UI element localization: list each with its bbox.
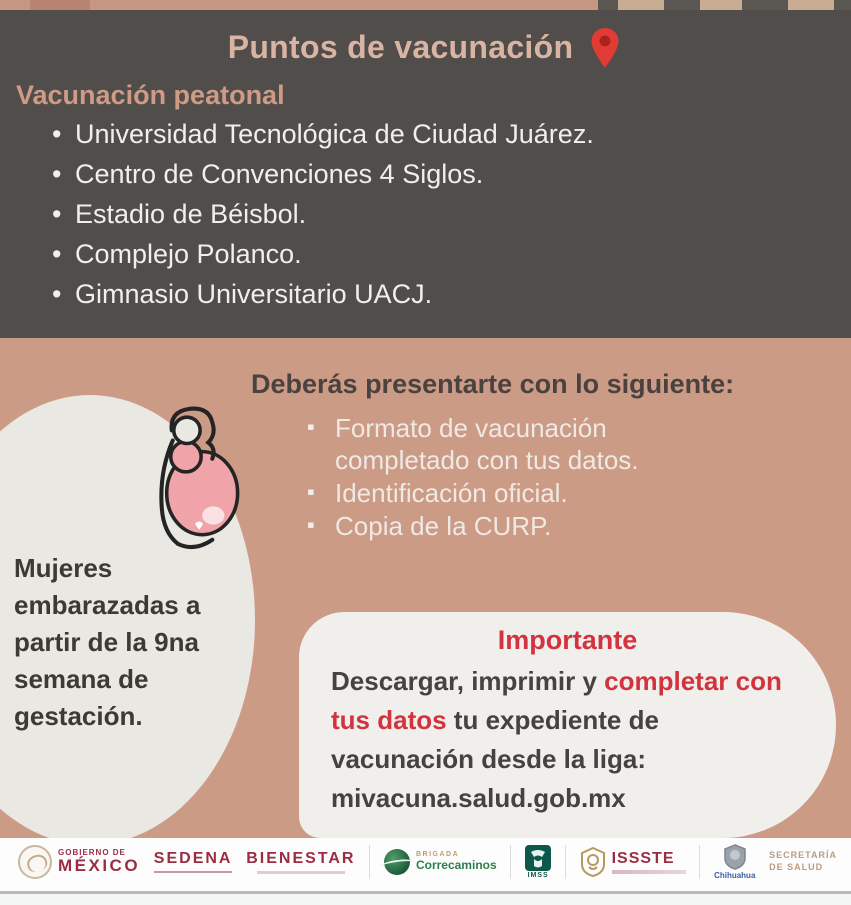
logo-issste — [580, 847, 686, 877]
important-text[interactable] — [331, 662, 796, 818]
page-title: Puntos de vacunación — [227, 28, 574, 65]
footer-divider — [369, 845, 370, 879]
logo-gobierno-de-mexico — [18, 845, 140, 879]
correcaminos-label: Correcaminos — [415, 857, 497, 872]
top-strip-segment — [700, 0, 742, 10]
sedena-rule — [154, 871, 233, 873]
mexico-eagle-emblem-icon — [18, 845, 52, 879]
location-list-item: • Universidad Tecnológica de Ciudad Juárez. — [30, 114, 594, 154]
footer-divider — [510, 845, 511, 879]
important-title: Importante — [497, 625, 638, 655]
brigada-label: BRIGADA — [415, 850, 460, 858]
logo-secretaria-de-salud — [769, 850, 837, 873]
requirements-heading: Deberás presentarte con lo siguiente: — [251, 369, 735, 399]
map-pin-icon — [587, 26, 623, 72]
logo-chihuahua — [714, 844, 755, 880]
logo-sedena — [154, 850, 233, 873]
eligibility-text: Mujeres embarazadas a partir de la 9na semana de gestación. — [14, 553, 201, 731]
logo-imss — [525, 845, 551, 879]
top-strip-segment — [30, 0, 90, 10]
location-list-item: • Gimnasio Universitario UACJ. — [30, 274, 594, 314]
location-list-item: • Complejo Polanco. — [30, 234, 594, 274]
mexico-label: MÉXICO — [58, 856, 141, 875]
important-box — [299, 612, 836, 838]
issste-eagle-icon — [580, 847, 606, 877]
imss-eagle-icon — [525, 845, 551, 871]
top-strip — [0, 0, 851, 10]
logo-bienestar — [246, 850, 355, 874]
pedestrian-vaccination-subtitle: Vacunación peatonal — [16, 80, 285, 110]
requirement-item: ▪ Identificación oficial. — [303, 477, 695, 509]
imss-label: IMSS — [527, 871, 549, 879]
location-list — [30, 114, 594, 314]
chihuahua-label: Chihuahua — [714, 870, 756, 880]
bottom-margin — [0, 894, 851, 905]
logo-brigada-correcaminos — [384, 849, 497, 875]
footer-divider — [699, 845, 700, 879]
footer-divider — [565, 845, 566, 879]
location-list-item: • Centro de Convenciones 4 Siglos. — [30, 154, 594, 194]
requirement-item: ▪ Formato de vacunación completado con tus datos. — [303, 412, 695, 476]
important-highlight: completar con tus datos — [331, 666, 782, 735]
issste-label: ISSSTE — [611, 849, 675, 867]
vaccination-points-section — [0, 10, 851, 338]
sedena-label: SEDENA — [153, 850, 233, 867]
location-list-item: • Estadio de Béisbol. — [30, 194, 594, 234]
correcaminos-globe-icon — [384, 849, 410, 875]
gobierno-de-label: GOBIERNO DE — [58, 848, 126, 857]
requirements-section — [0, 338, 851, 838]
top-strip-segment — [788, 0, 834, 10]
pregnant-woman-illustration — [115, 404, 265, 556]
chihuahua-shield-icon — [723, 844, 747, 870]
de-salud-label: DE SALUD — [769, 861, 824, 872]
issste-subtext-bar — [612, 870, 686, 874]
title-row — [0, 22, 851, 72]
requirement-item: ▪ Copia de la CURP. — [303, 510, 695, 542]
important-segment: Descargar, imprimir y — [331, 666, 605, 696]
bienestar-label: BIENESTAR — [246, 849, 356, 867]
secretaria-label: SECRETARÍA — [769, 850, 837, 861]
government-logos-footer — [0, 838, 851, 891]
bienestar-subtext-bar — [257, 871, 344, 874]
requirements-list — [303, 412, 695, 543]
important-segment: tu expediente de vacunación desde la liga: mivacuna.salud.gob.mx — [331, 705, 659, 813]
top-strip-segment — [618, 0, 664, 10]
